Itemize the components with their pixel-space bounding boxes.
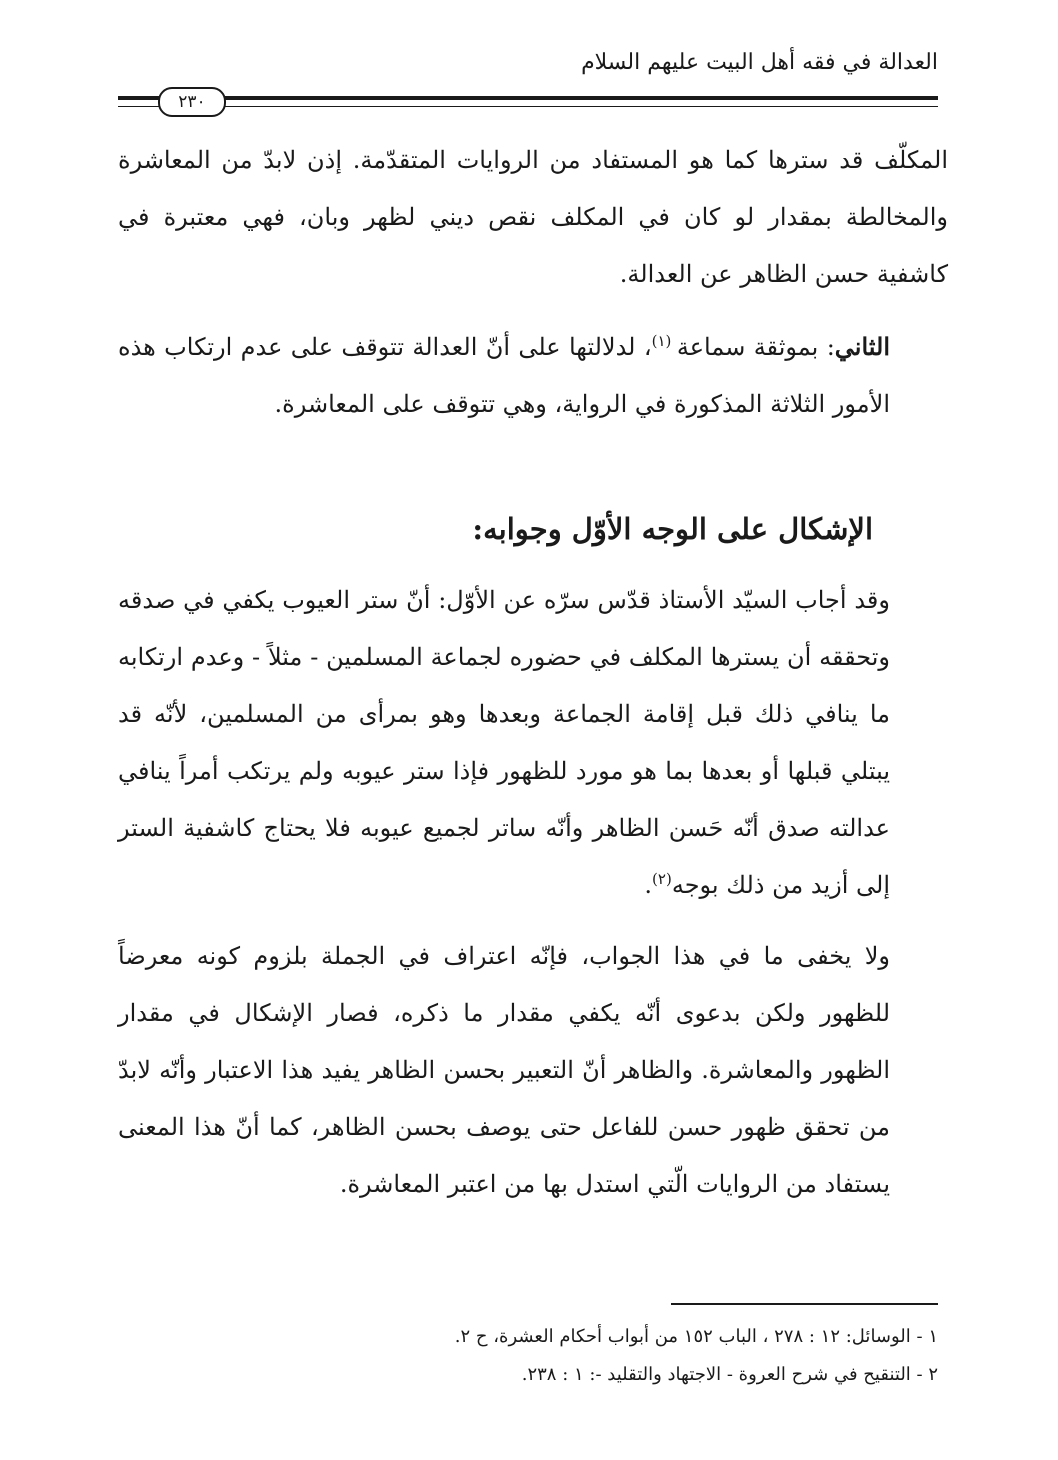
footnote-1: ١ - الوسائل: ١٢ : ٢٧٨ ، الباب ١٥٢ من أبواب أحكام العشرة، ح ٢. (454, 1326, 938, 1347)
page-number-badge: ٢٣٠ (158, 87, 226, 117)
paragraph-4 (118, 928, 948, 1213)
footnote-separator (671, 1303, 938, 1305)
footnote-ref-2[interactable]: (٢) (652, 870, 672, 888)
paragraph-1-text: المكلّف قد سترها كما هو المستفاد من الروايات المتقدّمة. إذن لابدّ من المعاشرة والمخالطة بمقدار لو كان في المكلف نقص ديني لظهر وبان، فهي معتبرة في كاشفية حسن الظاهر عن العدالة. (118, 146, 948, 288)
paragraph-2 (118, 318, 948, 433)
footnote-2: ٢ - التنقيح في شرح العروة - الاجتهاد والتقليد -: ١ : ٢٣٨. (521, 1364, 938, 1385)
header-rule-thin (118, 106, 938, 107)
paragraph-3-end: . (644, 871, 653, 899)
paragraph-2-label: الثاني (834, 332, 890, 361)
paragraph-3 (118, 572, 948, 914)
paragraph-2-text (118, 318, 948, 433)
paragraph-3-text (118, 572, 948, 914)
paragraph-3-body: وقد أجاب السيّد الأستاذ قدّس سرّه عن الأوّل: أنّ ستر العيوب يكفي في صدقه وتحققه أن يسترها المكلف في حضوره لجماعة المسلمين - مثلاً - وعدم ارتكابه ما ينافي ذلك قبل إقامة الجماعة وبعدها وهو بمرأى من المسلمين، لأنّه قد يبتلي قبلها أو بعدها بما هو مورد للظهور فإذا ستر عيوبه ولم يرتكب أمراً ينافي عدالته صدق أنّه حَسن الظاهر وأنّه ساتر لجميع عيوبه فلا يحتاج كاشفية الستر إلى أزيد من ذلك بوجه (118, 586, 890, 899)
paragraph-4-text: ولا يخفى ما في هذا الجواب، فإنّه اعتراف في الجملة بلزوم كونه معرضاً للظهور ولكن بدعوى أنّه يكفي مقدار ما ذكره، فصار الإشكال في مقدار الظهور والمعاشرة. والظاهر أنّ التعبير بحسن الظاهر يفيد هذا الاعتبار وأنّه لابدّ من تحقق ظهور حسن للفاعل حتى يوصف بحسن الظاهر، كما أنّ هذا المعنى يستفاد من الروايات الّتي استدل بها من اعتبر المعاشرة. (118, 942, 891, 1198)
paragraph-1 (118, 132, 948, 303)
footnote-ref-1[interactable]: (١) (651, 332, 677, 350)
paragraph-2-lead: بموثقة سماعة (676, 333, 819, 361)
header-rule-thick (118, 96, 938, 100)
section-heading: الإشكال على الوجه الأوّل وجوابه: (472, 512, 873, 546)
paragraph-2-rest: ، لدلالتها على أنّ العدالة تتوقف على عدم ارتكاب هذه الأمور الثلاثة المذكورة في الرواية، وهي تتوقف على المعاشرة. (118, 333, 890, 418)
paragraph-2-colon: : (818, 333, 835, 361)
footnotes (455, 1318, 938, 1394)
running-title: العدالة في فقه أهل البيت عليهم السلام (581, 50, 938, 75)
